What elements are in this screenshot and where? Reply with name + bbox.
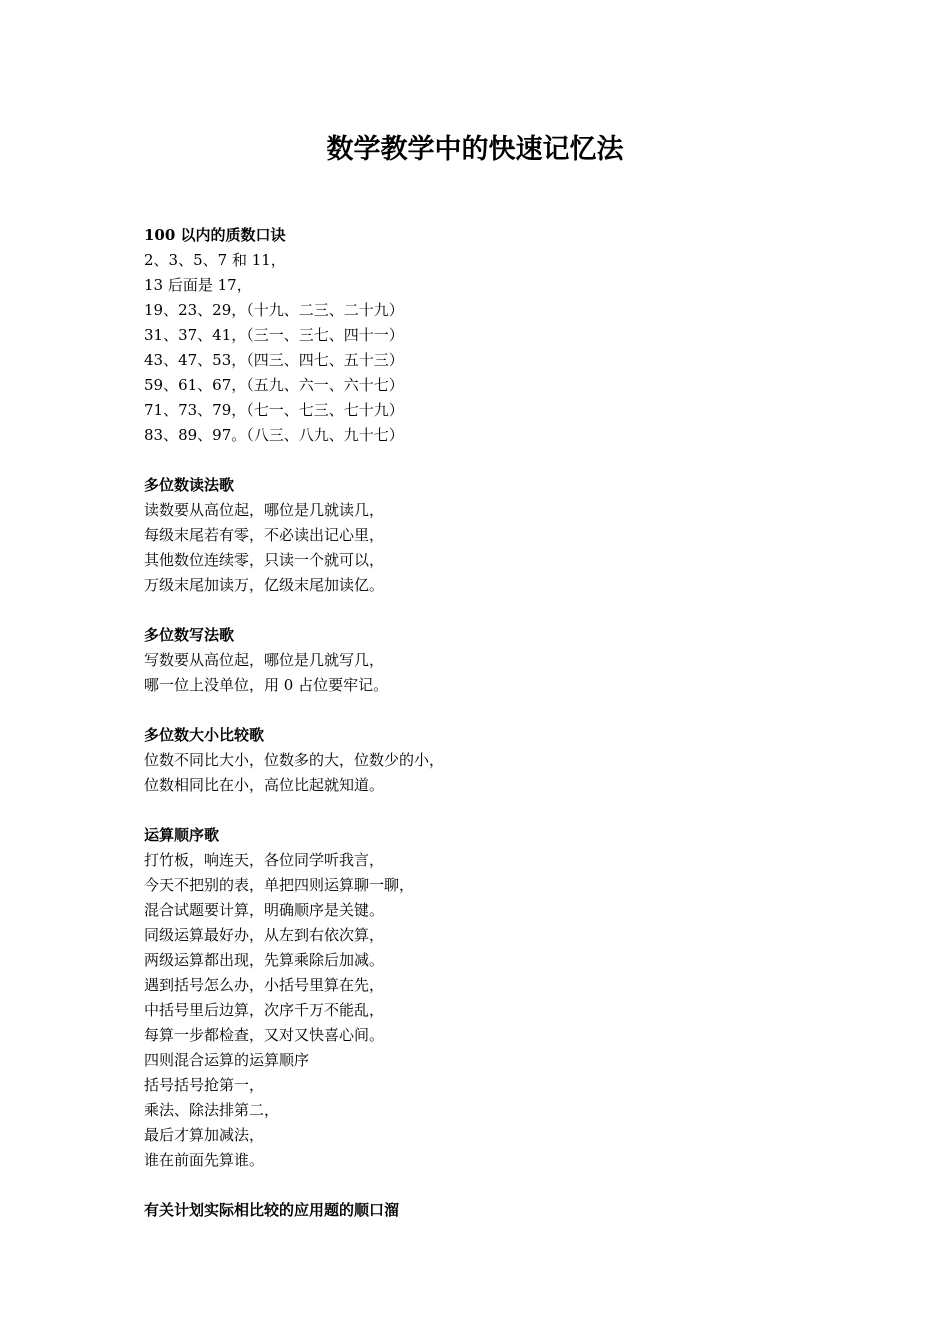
section-heading: 运算顺序歌 [144,826,220,844]
verse-line: 括号括号抢第一， [144,1076,265,1094]
section-heading: 多位数写法歌 [144,626,235,644]
verse-line: 两级运算都出现，先算乘除后加减。 [144,951,385,969]
section [144,223,844,448]
verse-line: 43、47、53，（四三、四七、五十三） [144,351,404,369]
verse-line: 乘法、除法排第二， [144,1101,280,1119]
document-body [144,223,844,1248]
verse-line: 写数要从高位起，哪位是几就写几， [144,651,385,669]
section [144,623,844,698]
verse-line: 遇到括号怎么办，小括号里算在先， [144,976,385,994]
verse-line: 四则混合运算的运算顺序 [144,1051,310,1069]
verse-line: 万级末尾加读万，亿级末尾加读亿。 [144,576,385,594]
verse-line: 其他数位连续零，只读一个就可以， [144,551,385,569]
verse-line: 位数不同比大小，位数多的大，位数少的小， [144,751,445,769]
verse-line: 位数相同比在小，高位比起就知道。 [144,776,385,794]
verse-line: 13 后面是 17， [144,276,252,294]
verse-line: 谁在前面先算谁。 [144,1151,265,1169]
verse-line: 今天不把别的表，单把四则运算聊一聊， [144,876,415,894]
verse-line: 最后才算加减法， [144,1126,265,1144]
verse-line: 混合试题要计算，明确顺序是关键。 [144,901,385,919]
verse-line: 每算一步都检查，又对又快喜心间。 [144,1026,385,1044]
document-title: 数学教学中的快速记忆法 [326,134,624,165]
section [144,723,844,798]
verse-line: 中括号里后边算，次序千万不能乱， [144,1001,385,1019]
verse-line: 同级运算最好办，从左到右依次算， [144,926,385,944]
verse-line: 59、61、67，（五九、六一、六十七） [144,376,404,394]
verse-line: 31、37、41，（三一、三七、四十一） [144,326,404,344]
verse-line: 19、23、29，（十九、二三、二十九） [144,301,404,319]
section [144,473,844,598]
section [144,1198,844,1223]
section-heading: 100 以内的质数口诀 [144,226,286,244]
verse-line: 读数要从高位起，哪位是几就读几， [144,501,385,519]
verse-line: 打竹板，响连天，各位同学听我言， [144,851,385,869]
verse-line: 每级末尾若有零，不必读出记心里， [144,526,385,544]
verse-line: 哪一位上没单位，用 0 占位要牢记。 [144,676,389,694]
verse-line: 71、73、79，（七一、七三、七十九） [144,401,404,419]
section-heading: 多位数读法歌 [144,476,235,494]
section [144,823,844,1173]
verse-line: 2、3、5、7 和 11， [144,251,286,269]
section-heading: 有关计划实际相比较的应用题的顺口溜 [144,1201,400,1219]
verse-line: 83、89、97。（八三、八九、九十七） [144,426,404,444]
section-heading: 多位数大小比较歌 [144,726,265,744]
